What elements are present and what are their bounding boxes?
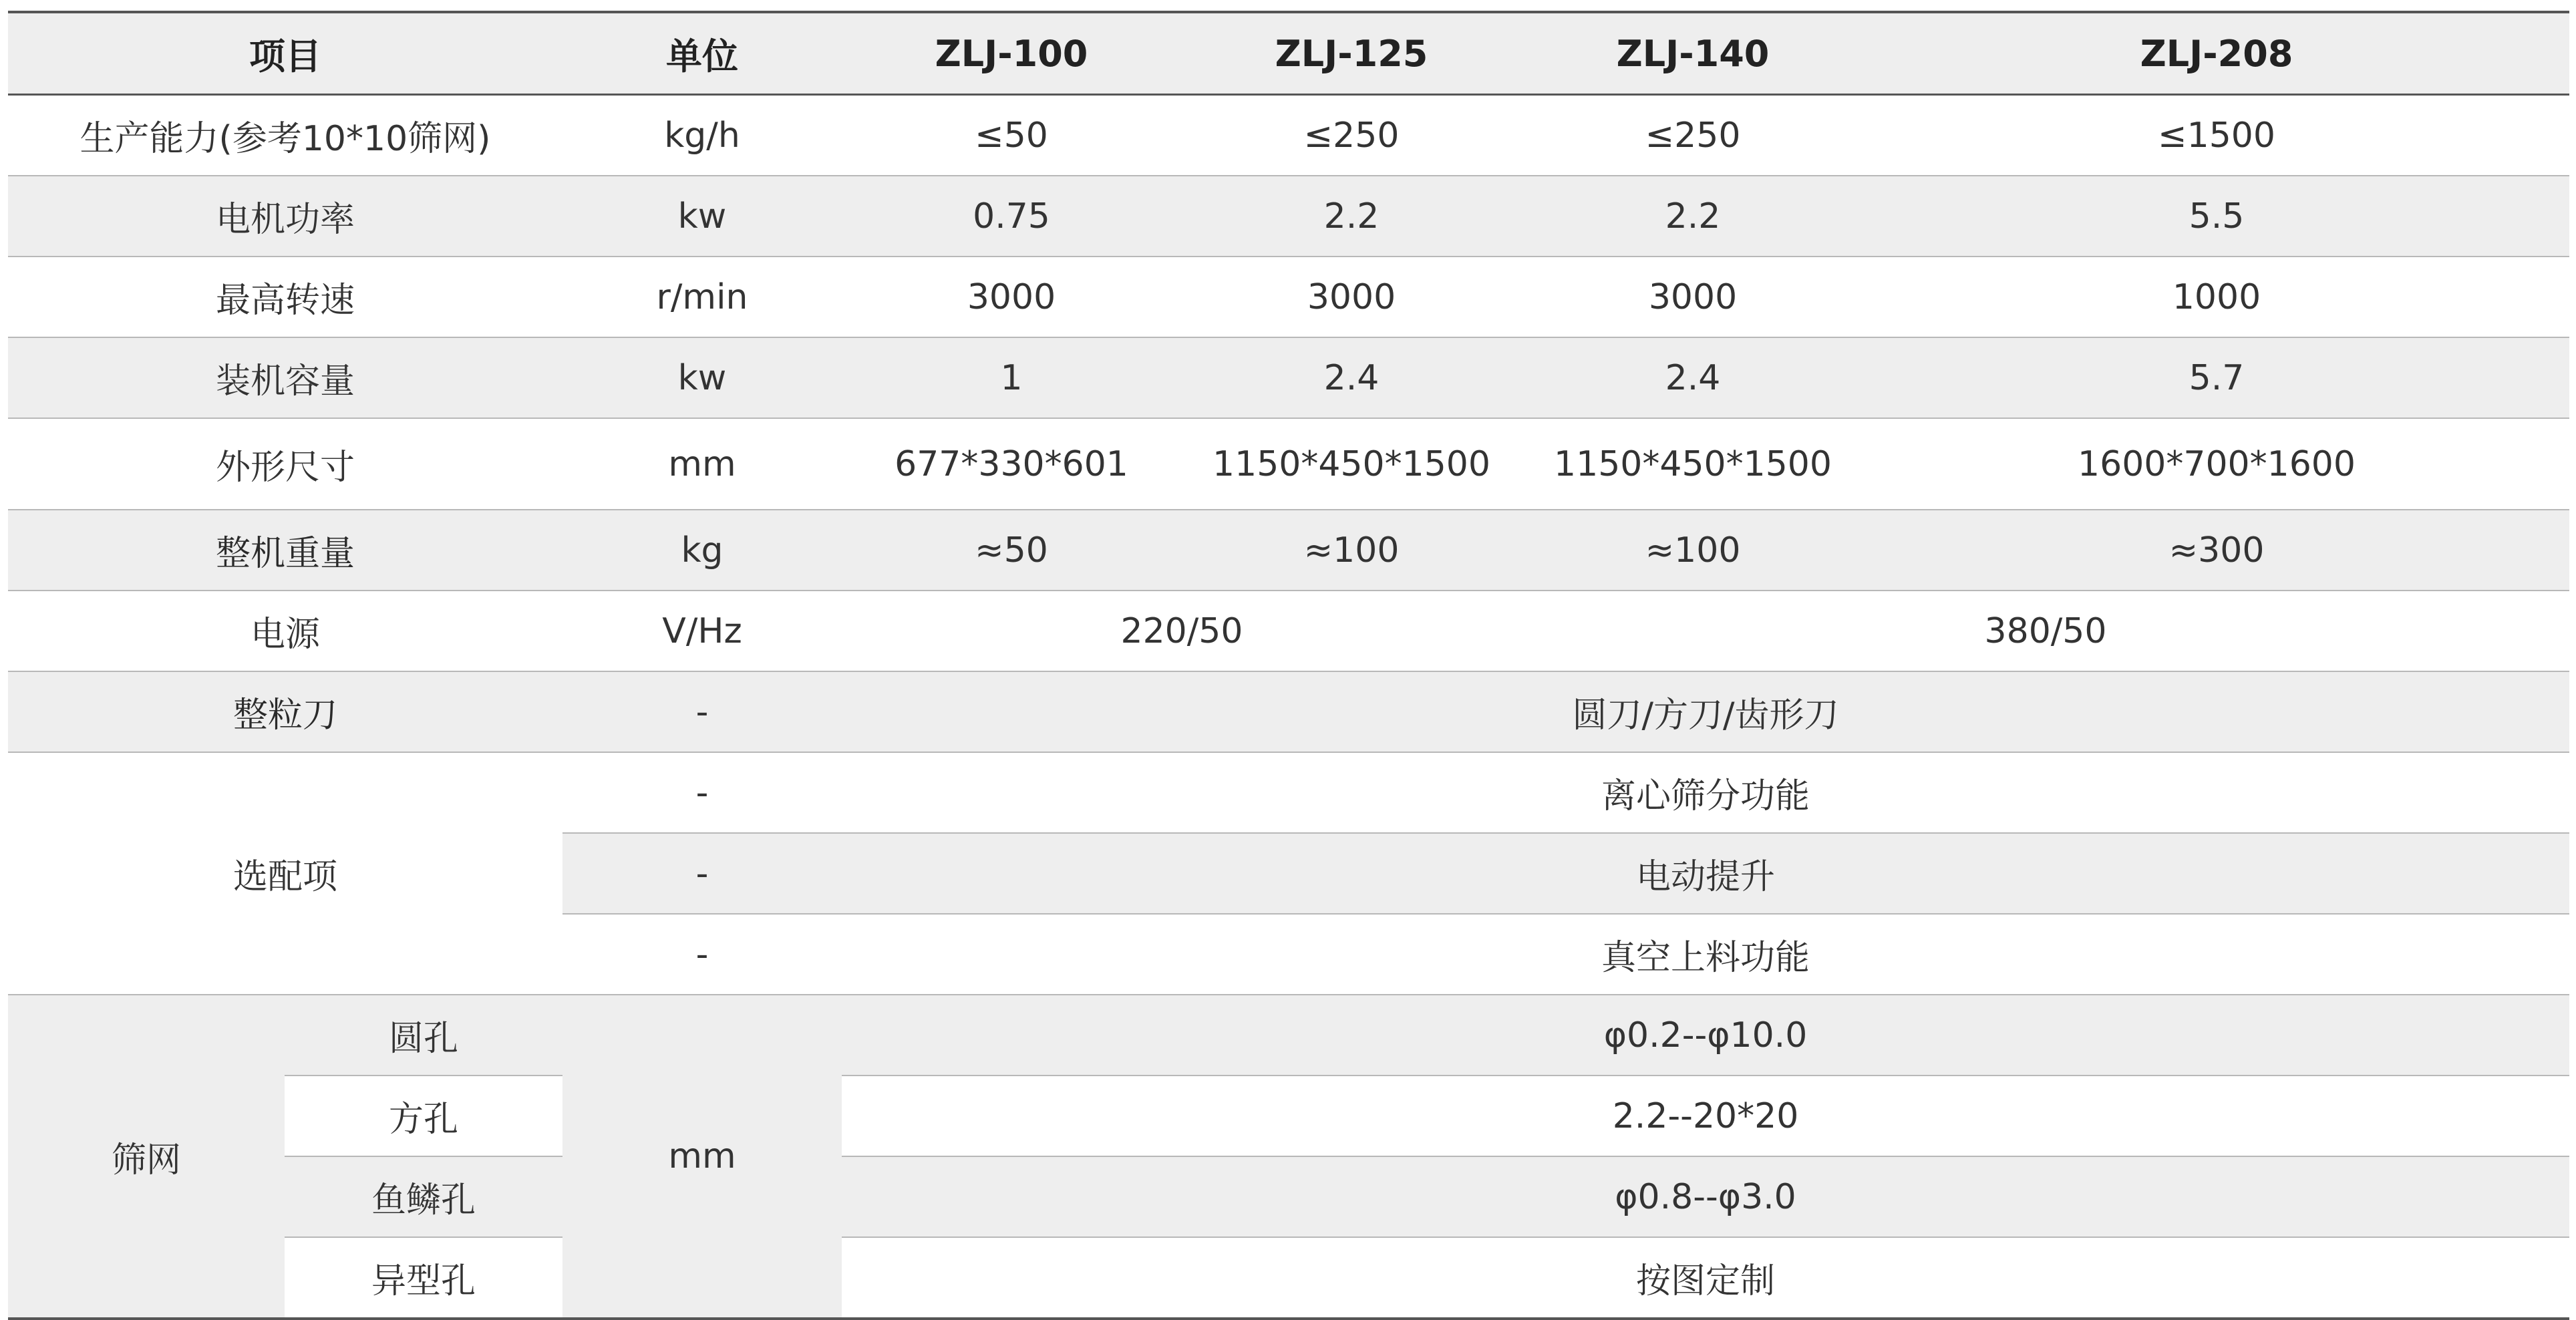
row-label: 外形尺寸 — [8, 418, 562, 510]
row-value: 1150*450*1500 — [1522, 418, 1864, 510]
row-value: ≤250 — [1181, 95, 1522, 176]
row-value: 5.7 — [1864, 337, 2569, 418]
screen-value: 2.2--20*20 — [842, 1076, 2569, 1156]
header-model: ZLJ-100 — [842, 12, 1181, 95]
row-unit: kg — [562, 510, 842, 591]
header-model: ZLJ-208 — [1864, 12, 2569, 95]
row-unit: kg/h — [562, 95, 842, 176]
row-unit: kw — [562, 176, 842, 257]
screen-type: 圆孔 — [285, 995, 562, 1076]
row-value: ≈50 — [842, 510, 1181, 591]
row-unit: r/min — [562, 257, 842, 337]
row-value: 0.75 — [842, 176, 1181, 257]
row-unit: V/Hz — [562, 591, 842, 671]
row-value: 3000 — [842, 257, 1181, 337]
row-label: 电机功率 — [8, 176, 562, 257]
screen-row — [8, 1156, 2569, 1237]
screen-type: 方孔 — [285, 1076, 562, 1156]
row-value: 677*330*601 — [842, 418, 1181, 510]
row-value: 3000 — [1522, 257, 1864, 337]
row-label: 电源 — [8, 591, 562, 671]
row-unit: mm — [562, 418, 842, 510]
row-value: 1000 — [1864, 257, 2569, 337]
row-unit: - — [562, 833, 842, 914]
table-row — [8, 510, 2569, 591]
screen-unit: mm — [562, 995, 842, 1319]
row-value: ≤250 — [1522, 95, 1864, 176]
row-value: 5.5 — [1864, 176, 2569, 257]
row-label: 最高转速 — [8, 257, 562, 337]
screen-type: 鱼鳞孔 — [285, 1156, 562, 1237]
options-row — [8, 752, 2569, 833]
row-value: 2.4 — [1522, 337, 1864, 418]
blade-row — [8, 671, 2569, 752]
option-value: 真空上料功能 — [842, 914, 2569, 995]
blade-value: 圆刀/方刀/齿形刀 — [842, 671, 2569, 752]
table-row — [8, 176, 2569, 257]
row-unit: kw — [562, 337, 842, 418]
header-row — [8, 12, 2569, 95]
row-unit: - — [562, 671, 842, 752]
row-value: ≤50 — [842, 95, 1181, 176]
row-label: 整机重量 — [8, 510, 562, 591]
option-value: 离心筛分功能 — [842, 752, 2569, 833]
row-value: 1600*700*1600 — [1864, 418, 2569, 510]
row-value: ≈100 — [1181, 510, 1522, 591]
screen-value: 按图定制 — [842, 1237, 2569, 1319]
screen-value: φ0.8--φ3.0 — [842, 1156, 2569, 1237]
option-value: 电动提升 — [842, 833, 2569, 914]
table-row — [8, 337, 2569, 418]
row-value: 3000 — [1181, 257, 1522, 337]
row-value: ≈300 — [1864, 510, 2569, 591]
row-value: 1150*450*1500 — [1181, 418, 1522, 510]
screen-label: 筛网 — [8, 995, 285, 1319]
power-value-low: 220/50 — [842, 591, 1522, 671]
row-unit: - — [562, 752, 842, 833]
header-model: ZLJ-125 — [1181, 12, 1522, 95]
row-label: 生产能力(参考10*10筛网) — [8, 95, 562, 176]
options-label: 选配项 — [8, 752, 562, 995]
screen-row — [8, 1237, 2569, 1319]
row-label: 整粒刀 — [8, 671, 562, 752]
header-model: ZLJ-140 — [1522, 12, 1864, 95]
row-unit: - — [562, 914, 842, 995]
screen-row — [8, 1076, 2569, 1156]
row-value: 2.2 — [1522, 176, 1864, 257]
screen-row — [8, 995, 2569, 1076]
row-label: 装机容量 — [8, 337, 562, 418]
spec-table — [8, 11, 2569, 1320]
power-row — [8, 591, 2569, 671]
row-value: 2.4 — [1181, 337, 1522, 418]
row-value: 1 — [842, 337, 1181, 418]
screen-value: φ0.2--φ10.0 — [842, 995, 2569, 1076]
power-value-high: 380/50 — [1522, 591, 2569, 671]
header-unit: 单位 — [562, 12, 842, 95]
row-value: ≈100 — [1522, 510, 1864, 591]
header-item: 项目 — [8, 12, 562, 95]
screen-type: 异型孔 — [285, 1237, 562, 1319]
row-value: 2.2 — [1181, 176, 1522, 257]
row-value: ≤1500 — [1864, 95, 2569, 176]
table-row — [8, 95, 2569, 176]
table-row — [8, 257, 2569, 337]
table-row — [8, 418, 2569, 510]
